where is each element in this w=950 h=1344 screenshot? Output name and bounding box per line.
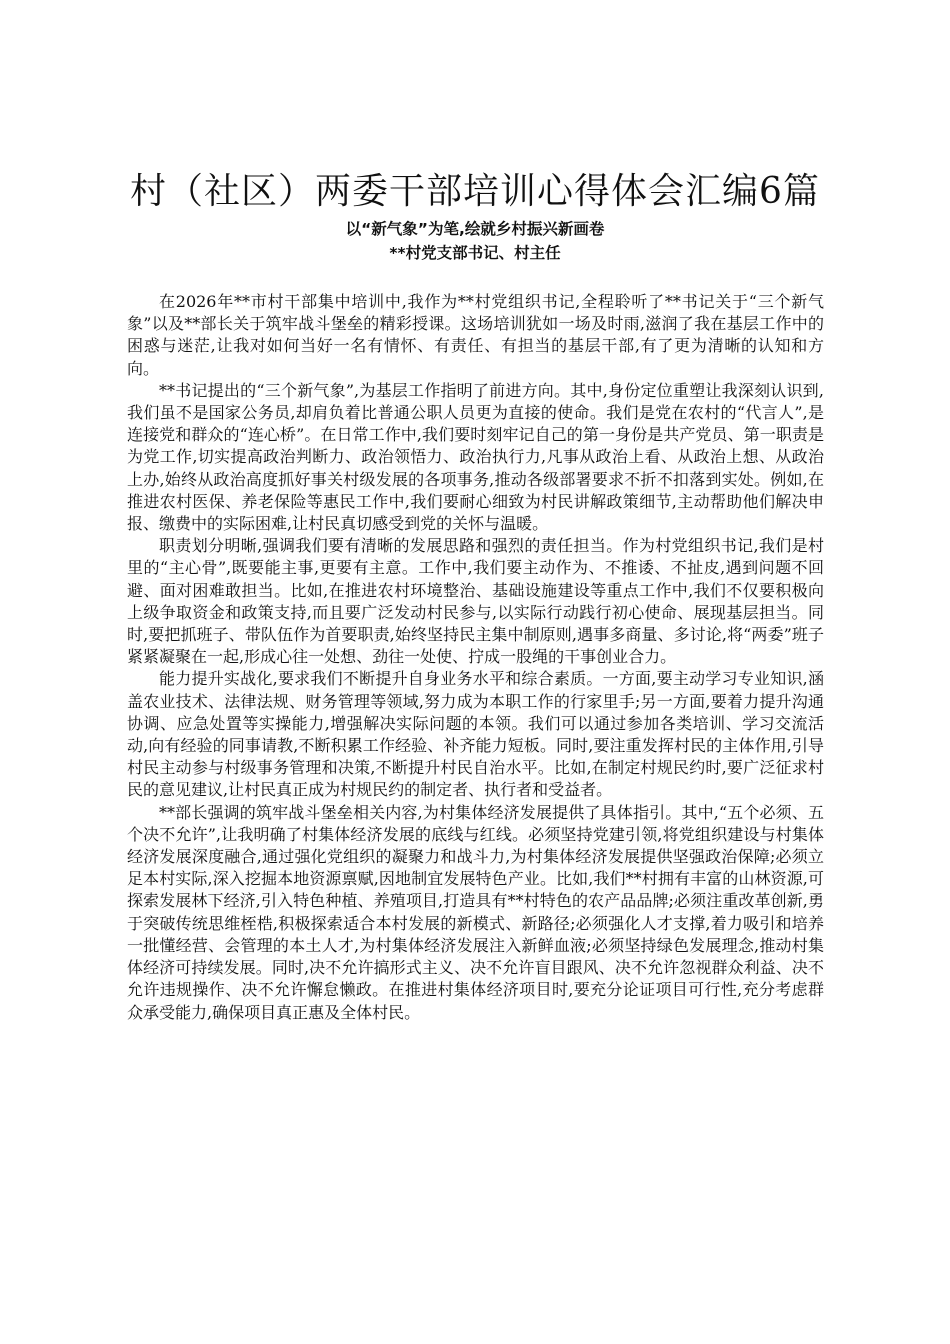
- paragraph-2: **书记提出的“三个新气象”,为基层工作指明了前进方向。其中,身份定位重塑让我深刻认识到,我们虽不是国家公务员,却肩负着比普通公职人员更为直接的使命。我们是党在农村的“代言人”,是连接党和群众的“连心桥”。在日常工作中,我们要时刻牢记自己的第一身份是共产党员、第一职责是为党工作,切实提高政治判断力、政治领悟力、政治执行力,凡事从政治上看、从政治上想、从政治上办,始终从政治高度抓好事关村级发展的各项事务,推动各级部署要求不折不扣落到实处。例如,在推进农村医保、养老保险等惠民工作中,我们要耐心细致为村民讲解政策细节,主动帮助他们解决申报、缴费中的实际困难,让村民真切感受到党的关怀与温暖。: [127, 380, 824, 534]
- paragraph-1: 在2026年**市村干部集中培训中,我作为**村党组织书记,全程聆听了**书记关于“三个新气象”以及**部长关于筑牢战斗堡垒的精彩授课。这场培训犹如一场及时雨,滋润了我在基层工作中的困惑与迷茫,让我对如何当好一名有情怀、有责任、有担当的基层干部,有了更为清晰的认知和方向。: [127, 292, 824, 378]
- paragraph-5: **部长强调的筑牢战斗堡垒相关内容,为村集体经济发展提供了具体指引。其中,“五个必须、五个决不允许”,让我明确了村集体经济发展的底线与红线。必须坚持党建引领,将党组织建设与村集体经济发展深度融合,通过强化党组织的凝聚力和战斗力,为村集体经济发展提供坚强政治保障;必须立足本村实际,深入挖掘本地资源禀赋,因地制宜发展特色产业。比如,我们**村拥有丰富的山林资源,可探索发展林下经济,引入特色种植、养殖项目,打造具有**村特色的农产品品牌;必须注重改革创新,勇于突破传统思维桎梏,积极探索适合本村发展的新模式、新路径;必须强化人才支撑,着力吸引和培养一批懂经营、会管理的本土人才,为村集体经济发展注入新鲜血液;必须坚持绿色发展理念,推动村集体经济可持续发展。同时,决不允许搞形式主义、决不允许盲目跟风、决不允许忽视群众利益、决不允许违规操作、决不允许懈怠懒政。在推进村集体经济项目时,要充分论证项目可行性,充分考虑群众承受能力,确保项目真正惠及全体村民。: [127, 802, 824, 1022]
- document-subtitle: 以“新气象”为笔,绘就乡村振兴新画卷: [345, 220, 605, 238]
- document-body: [127, 291, 824, 1024]
- document-title: 村（社区）两委干部培训心得体会汇编6篇: [130, 171, 820, 212]
- document-author: **村党支部书记、村主任: [389, 244, 561, 262]
- paragraph-4: 能力提升实战化,要求我们不断提升自身业务水平和综合素质。一方面,要主动学习专业知识,涵盖农业技术、法律法规、财务管理等领域,努力成为本职工作的行家里手;另一方面,要着力提升沟通协调、应急处置等实操能力,增强解决实际问题的本领。我们可以通过参加各类培训、学习交流活动,向有经验的同事请教,不断积累工作经验、补齐能力短板。同时,要注重发挥村民的主体作用,引导村民主动参与村级事务管理和决策,不断提升村民自治水平。比如,在制定村规民约时,要广泛征求村民的意见建议,让村民真正成为村规民约的制定者、执行者和受益者。: [127, 669, 824, 800]
- paragraph-3: 职责划分明晰,强调我们要有清晰的发展思路和强烈的责任担当。作为村党组织书记,我们是村里的“主心骨”,既要能主事,更要有主意。工作中,我们要主动作为、不推诿、不扯皮,遇到问题不回避、面对困难敢担当。比如,在推进农村环境整治、基础设施建设等重点工作中,我们不仅要积极向上级争取资金和政策支持,而且要广泛发动村民参与,以实际行动践行初心使命、展现基层担当。同时,要把抓班子、带队伍作为首要职责,始终坚持民主集中制原则,遇事多商量、多讨论,将“两委”班子紧紧凝聚在一起,形成心往一处想、劲往一处使、拧成一股绳的干事创业合力。: [127, 536, 824, 667]
